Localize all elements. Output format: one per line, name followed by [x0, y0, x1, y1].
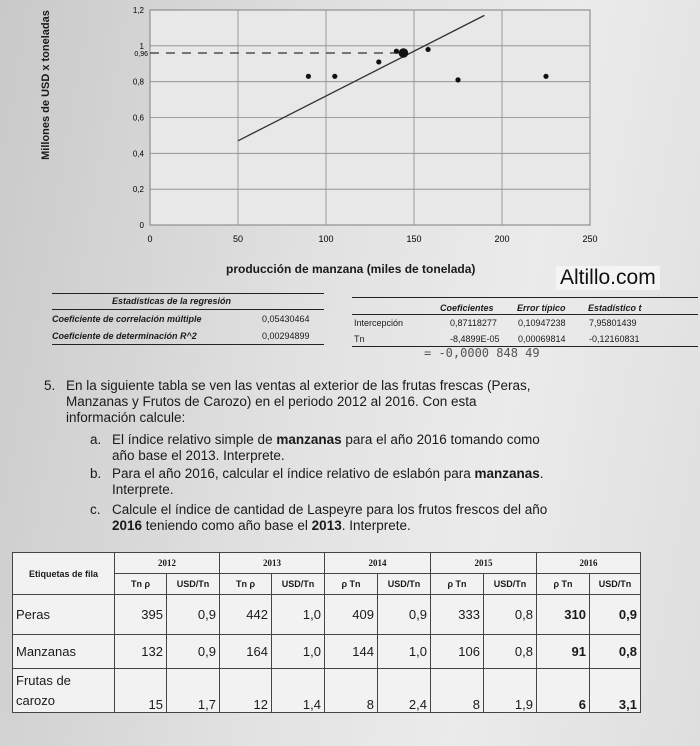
- coef-row-label: Tn: [354, 334, 365, 344]
- question-intro-line: En la siguiente tabla se ven las ventas al exterior de las frutas frescas (Peras,: [66, 378, 531, 393]
- table-cell: 409: [325, 595, 378, 635]
- item-a-line-2: año base el 2013. Interprete.: [112, 448, 285, 463]
- scatter-chart: [0, 0, 700, 290]
- year-header: 2014: [325, 553, 431, 574]
- table-row: [13, 669, 641, 713]
- year-header: 2013: [220, 553, 325, 574]
- table-cell: 8: [325, 669, 378, 713]
- table-cell: 0,9: [590, 595, 641, 635]
- item-b-line-1: Para el año 2016, calcular el índice relativo de eslabón para manzanas.: [112, 466, 544, 481]
- table-cell: 0,9: [167, 595, 220, 635]
- table-cell: 1,9: [484, 669, 537, 713]
- data-point: [543, 74, 548, 79]
- y-tick-label: 0,4: [132, 149, 144, 159]
- divider: [52, 293, 324, 294]
- x-tick-label: 50: [232, 234, 244, 244]
- divider: [352, 314, 698, 315]
- data-point: [306, 74, 311, 79]
- x-tick-label: 100: [318, 234, 334, 244]
- coef-value: -8,4899E-05: [450, 334, 500, 344]
- column-header: ρ Tn: [431, 574, 484, 595]
- sales-table: [12, 552, 641, 713]
- divider: [352, 297, 698, 298]
- table-cell: 0,8: [484, 595, 537, 635]
- table-cell: 91: [537, 635, 590, 669]
- table-corner-label: Etiquetas de fila: [13, 553, 115, 595]
- stat-label: Coeficiente de correlación múltiple: [52, 314, 202, 324]
- coef-header: Coeficientes: [440, 303, 494, 313]
- item-letter: c.: [90, 502, 101, 517]
- stat-label: Coeficiente de determinación R^2: [52, 331, 197, 341]
- table-cell: 442: [220, 595, 272, 635]
- x-tick-label: 250: [582, 234, 598, 244]
- y-tick-label: 0,8: [132, 77, 144, 87]
- coef-value: 7,95801439: [589, 318, 637, 328]
- handwritten-note: = -0,0000 848 49: [424, 346, 540, 360]
- coef-value: 0,10947238: [518, 318, 566, 328]
- column-header: USD/Tn: [272, 574, 325, 595]
- table-cell: 106: [431, 635, 484, 669]
- table-cell: 0,8: [484, 635, 537, 669]
- column-header: USD/Tn: [484, 574, 537, 595]
- item-letter: a.: [90, 432, 102, 447]
- y-tick-label: 0,2: [132, 185, 144, 195]
- stat-value: 0,05430464: [262, 314, 310, 324]
- y-tick-label: 1,2: [132, 6, 144, 15]
- table-cell: 0,9: [378, 595, 431, 635]
- table-cell: 1,4: [272, 669, 325, 713]
- row-label: Frutas de carozo: [13, 669, 115, 713]
- table-cell: 0,9: [167, 635, 220, 669]
- table-cell: 310: [537, 595, 590, 635]
- column-header: USD/Tn: [378, 574, 431, 595]
- table-cell: 1,0: [272, 595, 325, 635]
- x-tick-label: 150: [406, 234, 422, 244]
- table-cell: 132: [115, 635, 167, 669]
- table-cell: 12: [220, 669, 272, 713]
- table-cell: 395: [115, 595, 167, 635]
- x-axis-label: producción de manzana (miles de tonelada): [226, 262, 476, 276]
- data-point: [376, 59, 381, 64]
- table-cell: 15: [115, 669, 167, 713]
- table-row: [13, 595, 641, 635]
- item-c-line-2: 2016 teniendo como año base el 2013. Interprete.: [112, 518, 411, 533]
- data-point: [394, 49, 399, 54]
- coef-row-label: Intercepción: [354, 318, 404, 328]
- divider: [52, 309, 324, 310]
- table-cell: 8: [431, 669, 484, 713]
- coef-value: 0,00069814: [518, 334, 566, 344]
- x-tick-label: 200: [494, 234, 510, 244]
- coef-value: 0,87118277: [450, 318, 497, 328]
- column-header: ρ Tn: [325, 574, 378, 595]
- table-cell: 1,0: [378, 635, 431, 669]
- item-a-line-1: El índice relativo simple de manzanas para el año 2016 tomando como: [112, 432, 540, 447]
- table-cell: 1,0: [272, 635, 325, 669]
- table-cell: 164: [220, 635, 272, 669]
- data-point: [332, 74, 337, 79]
- row-label: Peras: [13, 595, 115, 635]
- question-number: 5.: [44, 378, 56, 393]
- item-b-line-2: Interprete.: [112, 482, 174, 497]
- item-letter: b.: [90, 466, 102, 481]
- coef-header: Error típico: [517, 303, 566, 313]
- column-header: Tn ρ: [115, 574, 167, 595]
- x-tick-label: 0: [147, 234, 153, 244]
- highlight-point: [399, 48, 409, 58]
- table-header-row: [13, 553, 641, 574]
- column-header: Tn ρ: [220, 574, 272, 595]
- y-tick-label: 1: [139, 41, 144, 51]
- y-axis-label: Millones de USD x toneladas: [40, 10, 52, 160]
- table-cell: 6: [537, 669, 590, 713]
- question-intro-line: Manzanas y Frutos de Carozo) en el periodo 2012 al 2016. Con esta: [66, 394, 477, 409]
- watermark: Altillo.com: [556, 266, 660, 290]
- data-point: [455, 77, 460, 82]
- y-annotation-label: 0,96: [134, 51, 148, 58]
- table-row: [13, 635, 641, 669]
- table-cell: 2,4: [378, 669, 431, 713]
- question-intro-line: información calcule:: [66, 410, 186, 425]
- y-tick-label: 0,6: [132, 113, 144, 123]
- column-header: USD/Tn: [590, 574, 641, 595]
- column-header: USD/Tn: [167, 574, 220, 595]
- table-cell: 0,8: [590, 635, 641, 669]
- column-header: ρ Tn: [537, 574, 590, 595]
- item-c-line-1: Calcule el índice de cantidad de Laspeyre para los frutos frescos del año: [112, 502, 548, 517]
- coef-value: -0,12160831: [589, 334, 640, 344]
- table-cell: 333: [431, 595, 484, 635]
- table-cell: 1,7: [167, 669, 220, 713]
- stat-value: 0,00294899: [262, 331, 310, 341]
- year-header: 2016: [537, 553, 641, 574]
- divider: [52, 344, 324, 345]
- table-cell: 3,1: [590, 669, 641, 713]
- year-header: 2015: [431, 553, 537, 574]
- row-label: Manzanas: [13, 635, 115, 669]
- data-point: [425, 47, 430, 52]
- coef-header: Estadístico t: [588, 303, 642, 313]
- regression-stats-title: Estadísticas de la regresión: [112, 296, 232, 306]
- year-header: 2012: [115, 553, 220, 574]
- y-tick-label: 0: [139, 221, 144, 230]
- table-cell: 144: [325, 635, 378, 669]
